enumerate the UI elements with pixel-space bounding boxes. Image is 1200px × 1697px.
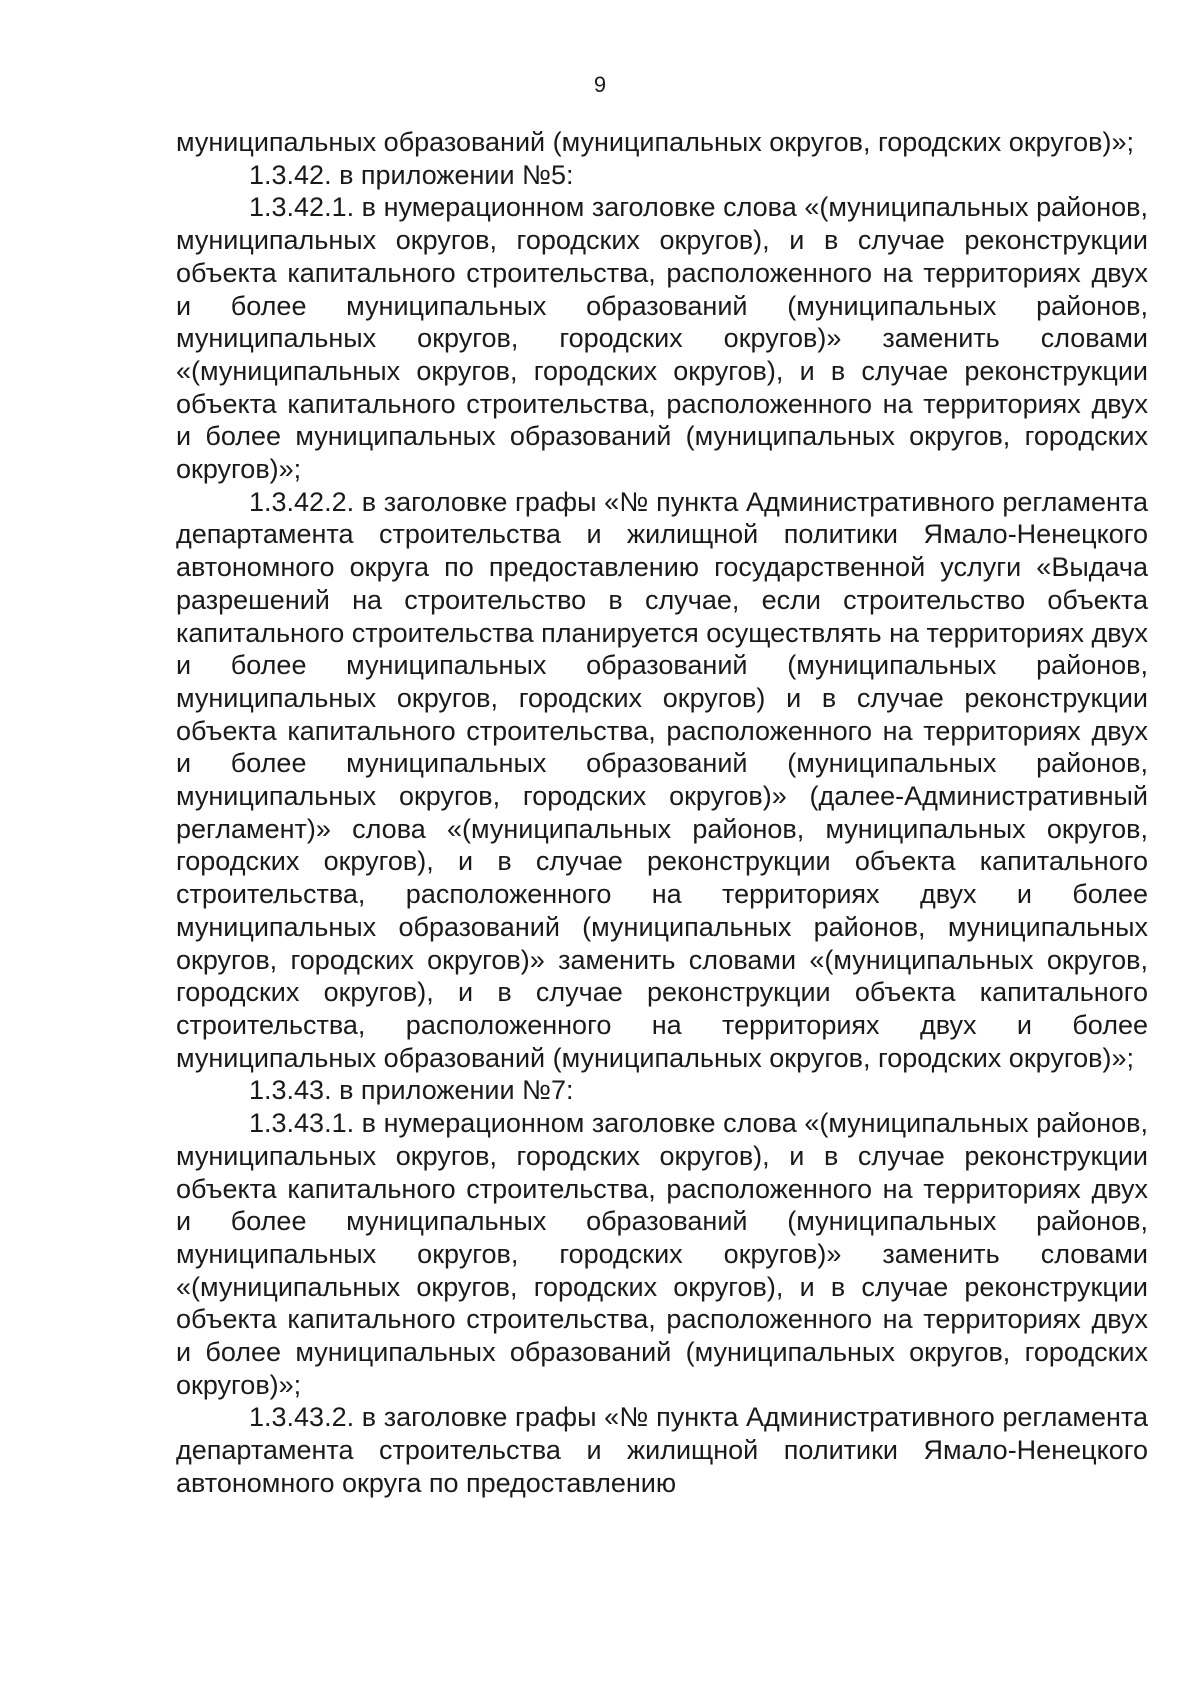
- paragraph-1-3-42-1: 1.3.42.1. в нумерационном заголовке слова «(муниципальных районов, муниципальных округов, городских округов), и в случае реконструкции объекта капитального строительства, расположенного на территориях двух и более муниципальных образований (муниципальных районов, муниципальных округов, городских округов)» заменить словами «(муниципальных округов, городских округов), и в случае реконструкции объекта капитального строительства, расположенного на территориях двух и более муниципальных образований (муниципальных округов, городских округов)»;: [176, 192, 1148, 485]
- page-number: 9: [593, 72, 607, 97]
- paragraph-1-3-42: 1.3.42. в приложении №5:: [249, 159, 574, 190]
- paragraph-1-3-42-2: 1.3.42.2. в заголовке графы «№ пункта Административного регламента департамента строительства и жилищной политики Ямало-Ненецкого автономного округа по предоставлению государственной услуги «Выдача разрешений на строительство в случае, если строительство объекта капитального строительства планируется осуществлять на территориях двух и более муниципальных образований (муниципальных районов, муниципальных округов, городских округов) и в случае реконструкции объекта капитального строительства, расположенного на территориях двух и более муниципальных образований (муниципальных районов, муниципальных округов, городских округов)» (далее-Административный регламент)» слова «(муниципальных районов, муниципальных округов, городских округов), и в случае реконструкции объекта капитального строительства, расположенного на территориях двух и более муниципальных образований (муниципальных районов, муниципальных округов, городских округов)» заменить словами «(муниципальных округов, городских округов), и в случае реконструкции объекта капитального строительства, расположенного на территориях двух и более муниципальных образований (муниципальных округов, городских округов)»;: [176, 486, 1148, 1073]
- paragraph-continuation: муниципальных образований (муниципальных округов, городских округов)»;: [176, 127, 1134, 157]
- paragraph-1-3-43-2: 1.3.43.2. в заголовке графы «№ пункта Административного регламента департамента строительства и жилищной политики Ямало-Ненецкого автономного округа по предоставлению: [176, 1402, 1148, 1498]
- paragraph-1-3-43: 1.3.43. в приложении №7:: [249, 1075, 574, 1106]
- paragraph-1-3-43-1: 1.3.43.1. в нумерационном заголовке слова «(муниципальных районов, муниципальных округов, городских округов), и в случае реконструкции объекта капитального строительства, расположенного на территориях двух и более муниципальных образований (муниципальных районов, муниципальных округов, городских округов)» заменить словами «(муниципальных округов, городских округов), и в случае реконструкции объекта капитального строительства, расположенного на территориях двух и более муниципальных образований (муниципальных округов, городских округов)»;: [176, 1108, 1148, 1400]
- document-body: [176, 126, 1148, 1500]
